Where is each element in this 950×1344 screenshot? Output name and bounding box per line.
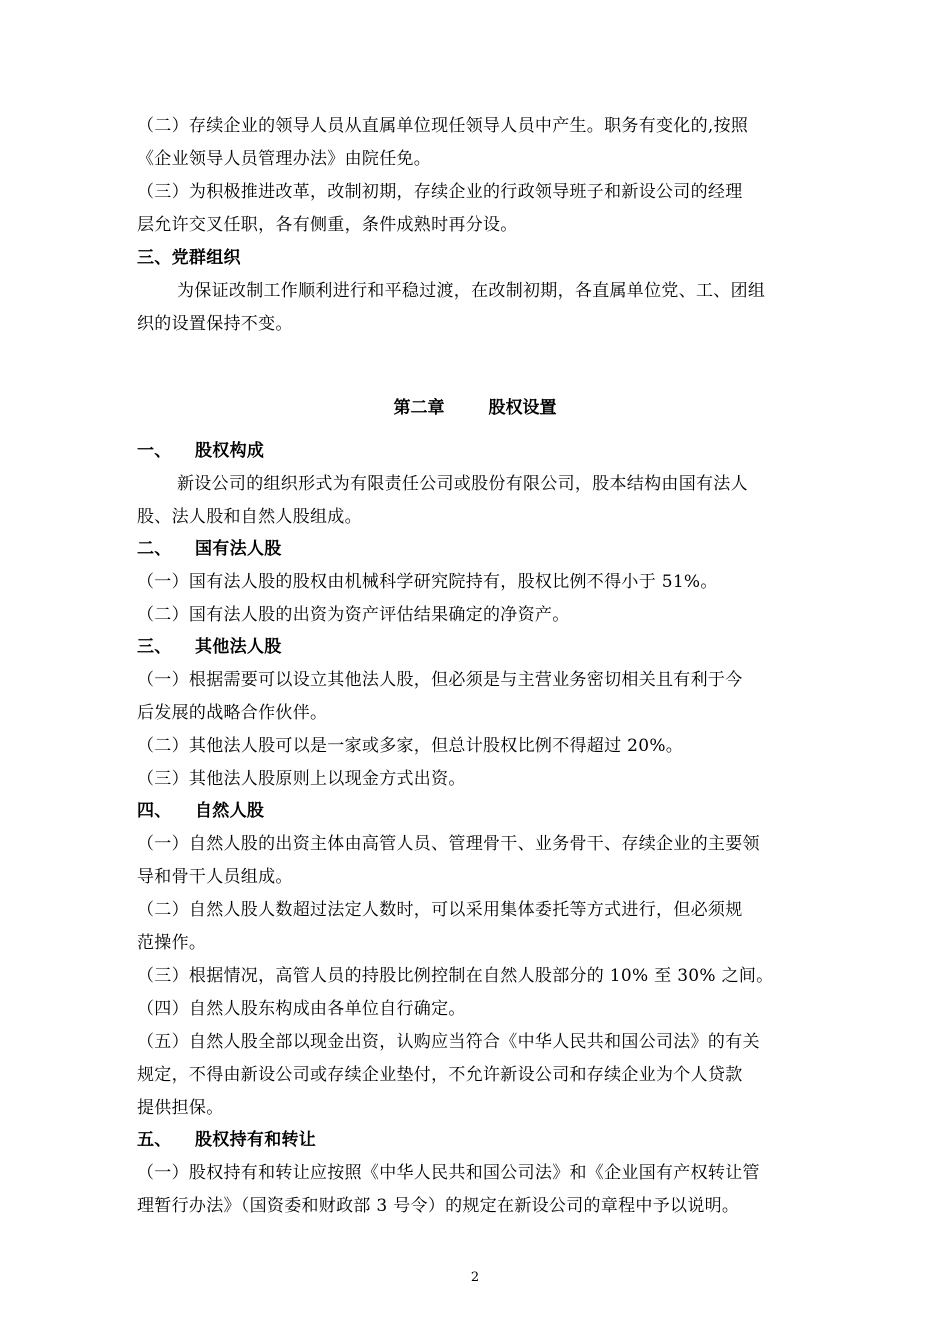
section-number: 二、 [137, 539, 172, 559]
text-line: （五）自然人股全部以现金出资，认购应当符合《中华人民共和国公司法》的有关 [137, 1032, 760, 1052]
text-line: 织的设置保持不变。 [137, 314, 293, 334]
section-title: 国有法人股 [195, 539, 282, 559]
section-title: 自然人股 [195, 801, 265, 821]
text-line: 后发展的战略合作伙伴。 [137, 703, 328, 723]
section-title: 股权构成 [195, 441, 265, 461]
text-line: 理暂行办法》（国资委和财政部 3 号令）的规定在新设公司的章程中予以说明。 [137, 1196, 740, 1216]
section-title: 股权持有和转让 [195, 1130, 317, 1150]
text-line: （三）根据情况，高管人员的持股比例控制在自然人股部分的 10% 至 30% 之间。 [137, 966, 774, 986]
section-number: 五、 [137, 1130, 172, 1150]
text-line: 新设公司的组织形式为有限责任公司或股份有限公司，股本结构由国有法人 [177, 474, 748, 494]
text-line: （一）国有法人股的股权由机械科学研究院持有，股权比例不得小于 51%。 [137, 572, 718, 592]
section-heading [137, 1129, 316, 1151]
text-line: 《企业领导人员管理办法》由院任免。 [137, 149, 432, 169]
page-number: 2 [470, 1270, 480, 1285]
chapter-heading [0, 397, 950, 419]
section-number: 四、 [137, 801, 172, 821]
text-line: （一）根据需要可以设立其他法人股，但必须是与主营业务密切相关且有利于今 [137, 670, 743, 690]
chapter-number: 第二章 [393, 398, 445, 418]
text-line: 股、法人股和自然人股组成。 [137, 507, 362, 527]
text-line: （三）为积极推进改革，改制初期，存续企业的行政领导班子和新设公司的经理 [137, 182, 743, 202]
text-line: 规定，不得由新设公司或存续企业垫付，不允许新设公司和存续企业为个人贷款 [137, 1065, 743, 1085]
text-line: 导和骨干人员组成。 [137, 867, 293, 887]
text-line: 为保证改制工作顺利进行和平稳过渡，在改制初期，各直属单位党、工、团组 [177, 281, 766, 301]
section-number: 三、 [137, 637, 172, 657]
section-heading: 三、党群组织 [137, 248, 241, 268]
text-line: （一）自然人股的出资主体由高管人员、管理骨干、业务骨干、存续企业的主要领 [137, 834, 760, 854]
text-line: （二）自然人股人数超过法定人数时，可以采用集体委托等方式进行，但必须规 [137, 900, 743, 920]
text-line: （三）其他法人股原则上以现金方式出资。 [137, 769, 466, 789]
text-line: 范操作。 [137, 933, 207, 953]
section-heading [137, 538, 282, 560]
text-line: （四）自然人股东构成由各单位自行确定。 [137, 999, 466, 1019]
section-heading [137, 636, 282, 658]
section-heading [137, 800, 264, 822]
text-line: （一）股权持有和转让应按照《中华人民共和国公司法》和《企业国有产权转让管 [137, 1163, 760, 1183]
section-title: 其他法人股 [195, 637, 282, 657]
chapter-title: 股权设置 [488, 398, 557, 418]
text-line: （二）国有法人股的出资为资产评估结果确定的净资产。 [137, 605, 570, 625]
text-line: 提供担保。 [137, 1098, 224, 1118]
text-line: 层允许交叉任职，各有侧重，条件成熟时再分设。 [137, 215, 518, 235]
section-heading [137, 440, 264, 462]
section-number: 一、 [137, 441, 172, 461]
text-line: （二）存续企业的领导人员从直属单位现任领导人员中产生。职务有变化的,按照 [137, 116, 749, 136]
text-line: （二）其他法人股可以是一家或多家，但总计股权比例不得超过 20%。 [137, 736, 684, 756]
